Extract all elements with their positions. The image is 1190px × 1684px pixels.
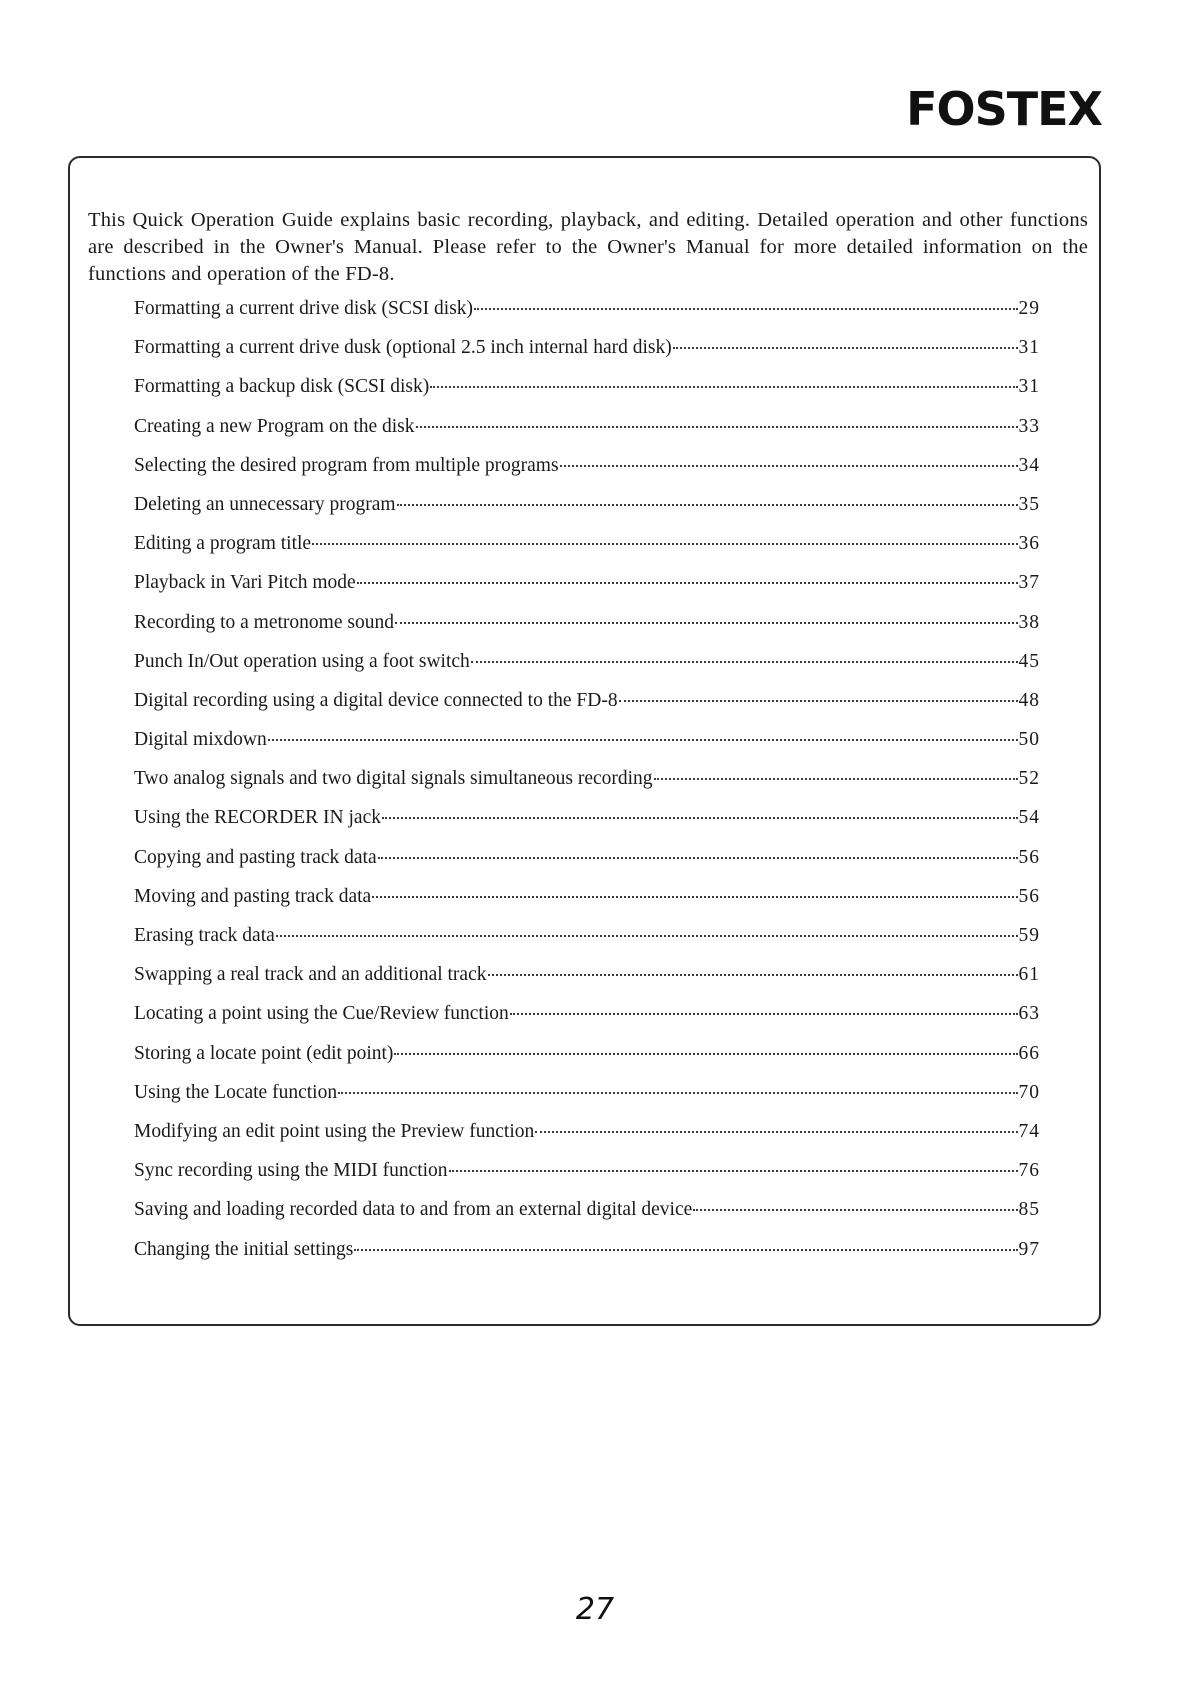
- toc-entry-title: Formatting a current drive dusk (optional 2.5 inch internal hard disk): [134, 337, 672, 359]
- toc-entry-title: Using the RECORDER IN jack: [134, 807, 381, 829]
- toc-entry-page: 63: [1018, 1003, 1040, 1025]
- toc-dot-leader: [510, 1013, 1018, 1015]
- toc-entry-title: Copying and pasting track data: [134, 846, 377, 868]
- toc-entry[interactable]: [134, 729, 1040, 768]
- toc-entry[interactable]: [134, 886, 1040, 925]
- fostex-logo: FOSTEX: [906, 82, 1102, 136]
- toc-entry-page: 85: [1018, 1199, 1040, 1221]
- toc-entry-title: Playback in Vari Pitch mode: [134, 572, 356, 594]
- toc-entry-page: 61: [1018, 964, 1040, 986]
- toc-dot-leader: [276, 935, 1018, 937]
- toc-entry-title: Deleting an unnecessary program: [134, 493, 396, 515]
- toc-entry-page: 54: [1018, 807, 1040, 829]
- toc-entry[interactable]: [134, 416, 1040, 455]
- toc-dot-leader: [654, 778, 1018, 780]
- toc-dot-leader: [382, 817, 1018, 819]
- toc-entry[interactable]: [134, 1160, 1040, 1199]
- toc-entry-page: 31: [1018, 337, 1040, 359]
- toc-entry-title: Swapping a real track and an additional track: [134, 964, 487, 986]
- toc-entry[interactable]: [134, 572, 1040, 611]
- toc-entry-title: Moving and pasting track data: [134, 885, 372, 907]
- toc-dot-leader: [268, 739, 1018, 741]
- page-number: 27: [575, 1592, 615, 1627]
- toc-dot-leader: [397, 504, 1018, 506]
- toc-entry-title: Using the Locate function: [134, 1081, 338, 1103]
- toc-entry-title: Storing a locate point (edit point): [134, 1042, 394, 1064]
- toc-dot-leader: [673, 347, 1018, 349]
- toc-entry[interactable]: [134, 1121, 1040, 1160]
- toc-dot-leader: [312, 543, 1017, 545]
- toc-entry-page: 48: [1018, 689, 1040, 711]
- toc-entry[interactable]: [134, 1003, 1040, 1042]
- toc-entry-title: Locating a point using the Cue/Review function: [134, 1003, 509, 1025]
- toc-entry-page: 50: [1018, 729, 1040, 751]
- toc-entry-title: Saving and loading recorded data to and from an external digital device: [134, 1199, 693, 1221]
- toc-dot-leader: [474, 308, 1017, 310]
- toc-entry-title: Selecting the desired program from multiple programs: [134, 454, 559, 476]
- toc-entry[interactable]: [134, 1082, 1040, 1121]
- toc-entry-page: 45: [1018, 650, 1040, 672]
- toc-entry-title: Creating a new Program on the disk: [134, 415, 415, 437]
- toc-entry[interactable]: [134, 1199, 1040, 1238]
- toc-entry-title: Erasing track data: [134, 925, 275, 946]
- toc-dot-leader: [338, 1092, 1017, 1094]
- toc-entry-page: 31: [1018, 376, 1040, 398]
- toc-entry[interactable]: [134, 1043, 1040, 1082]
- toc-entry-page: 36: [1018, 533, 1040, 555]
- toc-dot-leader: [693, 1209, 1017, 1211]
- toc-entry-title: Punch In/Out operation using a foot switch: [134, 650, 470, 672]
- toc-entry-page: 33: [1018, 415, 1040, 437]
- toc-dot-leader: [449, 1170, 1018, 1172]
- toc-entry-title: Digital recording using a digital device connected to the FD-8: [134, 689, 618, 711]
- toc-entry[interactable]: [134, 612, 1040, 651]
- toc-entry-page: 59: [1018, 925, 1040, 946]
- toc-entry[interactable]: [134, 494, 1040, 533]
- toc-entry-title: Two analog signals and two digital signals simultaneous recording: [134, 768, 653, 790]
- toc-entry-title: Editing a program title: [134, 533, 312, 555]
- toc-entry-page: 37: [1018, 572, 1040, 594]
- toc-dot-leader: [354, 1249, 1017, 1251]
- toc-entry-page: 56: [1018, 885, 1040, 907]
- toc-entry-page: 74: [1018, 1120, 1040, 1142]
- toc-dot-leader: [372, 896, 1017, 898]
- toc-entry[interactable]: [134, 533, 1040, 572]
- toc-entry-page: 29: [1018, 298, 1040, 319]
- toc-entry-title: Modifying an edit point using the Preview function: [134, 1120, 535, 1142]
- toc-entry-page: 35: [1018, 493, 1040, 515]
- toc-entry-title: Changing the initial settings: [134, 1238, 354, 1260]
- toc-dot-leader: [471, 661, 1018, 663]
- toc-entry[interactable]: [134, 768, 1040, 807]
- toc-entry-title: Recording to a metronome sound: [134, 611, 394, 633]
- toc-entry[interactable]: [134, 337, 1040, 376]
- toc-entry-title: Digital mixdown: [134, 729, 267, 751]
- toc-entry-title: Formatting a backup disk (SCSI disk): [134, 376, 430, 398]
- toc-dot-leader: [488, 974, 1018, 976]
- toc-dot-leader: [430, 386, 1017, 388]
- toc-entry-page: 97: [1018, 1238, 1040, 1260]
- toc-entry[interactable]: [134, 807, 1040, 846]
- toc-entry-page: 56: [1018, 846, 1040, 868]
- toc-dot-leader: [535, 1131, 1017, 1133]
- toc-entry-page: 38: [1018, 611, 1040, 633]
- toc-entry[interactable]: [134, 651, 1040, 690]
- toc-entry[interactable]: [134, 1239, 1040, 1278]
- toc-entry-title: Formatting a current drive disk (SCSI disk): [134, 298, 474, 319]
- toc-entry-title: Sync recording using the MIDI function: [134, 1160, 448, 1182]
- toc-dot-leader: [416, 426, 1018, 428]
- toc-entry-page: 76: [1018, 1160, 1040, 1182]
- toc-entry[interactable]: [134, 376, 1040, 415]
- table-of-contents: [134, 298, 1040, 1278]
- toc-entry[interactable]: [134, 455, 1040, 494]
- toc-dot-leader: [394, 1053, 1017, 1055]
- toc-dot-leader: [378, 857, 1018, 859]
- toc-entry-page: 34: [1018, 454, 1040, 476]
- toc-entry[interactable]: [134, 847, 1040, 886]
- toc-entry-page: 70: [1018, 1081, 1040, 1103]
- toc-entry[interactable]: [134, 690, 1040, 729]
- toc-entry[interactable]: [134, 298, 1040, 337]
- toc-entry[interactable]: [134, 964, 1040, 1003]
- toc-entry-page: 52: [1018, 768, 1040, 790]
- toc-dot-leader: [560, 465, 1018, 467]
- quick-guide-box: [68, 156, 1101, 1326]
- toc-dot-leader: [395, 622, 1018, 624]
- toc-dot-leader: [619, 700, 1018, 702]
- toc-entry[interactable]: [134, 925, 1040, 964]
- intro-paragraph: This Quick Operation Guide explains basic recording, playback, and editing. Detailed operation and other functions are described in the Owner's Manual. Please refer to the Owner's Manual for more detailed information on the functions and operation of the FD-8.: [88, 208, 1088, 285]
- toc-dot-leader: [357, 582, 1018, 584]
- toc-entry-page: 66: [1018, 1042, 1040, 1064]
